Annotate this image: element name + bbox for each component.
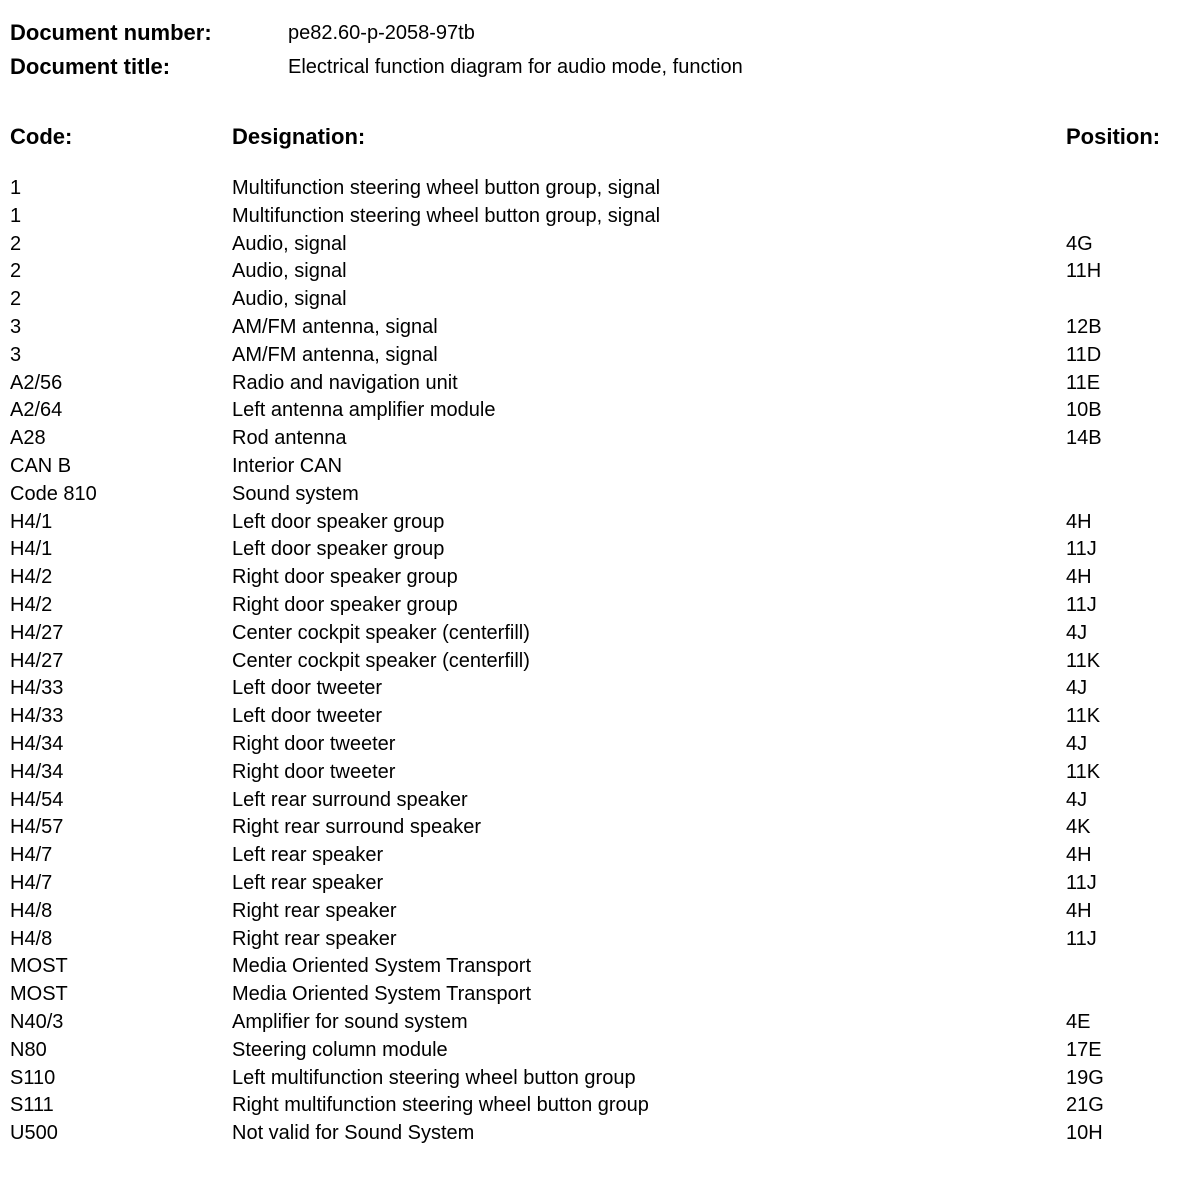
cell-designation: Multifunction steering wheel button group, signal	[232, 204, 661, 227]
cell-designation: Left door tweeter	[232, 705, 383, 728]
cell-designation: Left antenna amplifier module	[232, 399, 496, 422]
cell-code: H4/2	[10, 566, 53, 589]
cell-code: U500	[10, 1122, 58, 1145]
cell-designation: Left rear speaker	[232, 844, 384, 867]
cell-position: 4J	[1066, 621, 1088, 644]
table-row	[0, 900, 1188, 928]
cell-position: 11E	[1066, 371, 1101, 394]
cell-position: 17E	[1066, 1038, 1102, 1061]
cell-code: A28	[10, 427, 46, 450]
table-row	[0, 733, 1188, 761]
cell-position: 10H	[1066, 1122, 1103, 1145]
cell-code: H4/33	[10, 705, 64, 728]
table-row	[0, 705, 1188, 733]
cell-designation: Audio, signal	[232, 288, 347, 311]
table-header	[0, 124, 1188, 154]
cell-designation: Center cockpit speaker (centerfill)	[232, 649, 530, 672]
cell-position: 4H	[1066, 510, 1092, 533]
cell-designation: AM/FM antenna, signal	[232, 315, 438, 338]
cell-code: 3	[10, 315, 22, 338]
cell-position: 4J	[1066, 788, 1088, 811]
cell-code: H4/1	[10, 510, 53, 533]
table-row	[0, 955, 1188, 983]
cell-code: N80	[10, 1038, 47, 1061]
header-position: Position:	[1066, 124, 1161, 149]
cell-code: H4/8	[10, 927, 53, 950]
table-row	[0, 399, 1188, 427]
cell-code: A2/64	[10, 399, 63, 422]
table-row	[0, 455, 1188, 483]
table-row	[0, 511, 1188, 539]
cell-code: H4/7	[10, 871, 53, 894]
cell-code: H4/57	[10, 816, 64, 839]
table-row	[0, 1122, 1188, 1150]
cell-position: 11J	[1066, 538, 1097, 561]
cell-designation: Multifunction steering wheel button group, signal	[232, 177, 661, 199]
table-body	[0, 177, 1188, 1150]
cell-designation: Left multifunction steering wheel button group	[232, 1066, 636, 1089]
table-row	[0, 260, 1188, 288]
cell-position: 11K	[1066, 705, 1101, 728]
cell-designation: Steering column module	[232, 1038, 448, 1061]
cell-designation: Right rear speaker	[232, 927, 397, 950]
cell-position: 11J	[1066, 593, 1097, 616]
table-row	[0, 983, 1188, 1011]
table-row	[0, 483, 1188, 511]
cell-position: 4H	[1066, 899, 1092, 922]
cell-designation: Rod antenna	[232, 427, 347, 450]
table-row	[0, 538, 1188, 566]
cell-code: H4/54	[10, 788, 64, 811]
cell-position: 21G	[1066, 1094, 1104, 1117]
cell-code: H4/1	[10, 538, 53, 561]
cell-code: H4/27	[10, 621, 64, 644]
cell-code: MOST	[10, 983, 68, 1006]
table-row	[0, 316, 1188, 344]
table-row	[0, 928, 1188, 956]
table-row	[0, 288, 1188, 316]
cell-designation: Right rear surround speaker	[232, 816, 482, 839]
cell-code: H4/27	[10, 649, 64, 672]
table-row	[0, 566, 1188, 594]
table-row	[0, 233, 1188, 261]
cell-position: 4J	[1066, 677, 1088, 700]
cell-designation: Sound system	[232, 482, 359, 505]
cell-code: S111	[10, 1094, 54, 1117]
cell-position: 11J	[1066, 871, 1097, 894]
cell-position: 10B	[1066, 399, 1102, 422]
cell-position: 11J	[1066, 927, 1097, 950]
cell-designation: Not valid for Sound System	[232, 1122, 475, 1145]
cell-code: CAN B	[10, 454, 72, 477]
cell-designation: Interior CAN	[232, 454, 343, 477]
cell-designation: Left rear surround speaker	[232, 788, 468, 811]
cell-code: H4/2	[10, 593, 53, 616]
cell-code: 2	[10, 260, 22, 283]
cell-code: N40/3	[10, 1010, 64, 1033]
document-number-label: Document number:	[10, 20, 212, 45]
table-row	[0, 1039, 1188, 1067]
cell-code: MOST	[10, 955, 68, 978]
cell-code: 1	[10, 204, 22, 227]
cell-position: 4H	[1066, 844, 1092, 867]
cell-designation: Right door tweeter	[232, 732, 396, 755]
cell-designation: Media Oriented System Transport	[232, 955, 532, 978]
cell-code: H4/33	[10, 677, 64, 700]
cell-position: 4E	[1066, 1010, 1091, 1033]
document-title-value: Electrical function diagram for audio mode, function	[288, 56, 743, 78]
cell-designation: Left door speaker group	[232, 538, 445, 561]
cell-code: H4/34	[10, 732, 64, 755]
cell-position: 12B	[1066, 315, 1102, 338]
cell-designation: Audio, signal	[232, 232, 347, 255]
table-row	[0, 761, 1188, 789]
cell-position: 11H	[1066, 260, 1102, 283]
table-row	[0, 872, 1188, 900]
table-row	[0, 177, 1188, 205]
cell-designation: Right door speaker group	[232, 593, 458, 616]
table-row	[0, 344, 1188, 372]
cell-position: 4K	[1066, 816, 1091, 839]
cell-code: A2/56	[10, 371, 63, 394]
cell-designation: Media Oriented System Transport	[232, 983, 532, 1006]
cell-designation: Right door speaker group	[232, 566, 458, 589]
table-row	[0, 1094, 1188, 1122]
cell-position: 11K	[1066, 649, 1101, 672]
cell-code: 2	[10, 232, 22, 255]
cell-code: 2	[10, 288, 22, 311]
cell-position: 14B	[1066, 427, 1102, 450]
cell-position: 4H	[1066, 566, 1092, 589]
table-row	[0, 372, 1188, 400]
document-number-value: pe82.60-p-2058-97tb	[288, 22, 475, 44]
cell-code: H4/34	[10, 760, 64, 783]
table-row	[0, 1067, 1188, 1095]
table-row	[0, 205, 1188, 233]
table-row	[0, 789, 1188, 817]
cell-designation: Right door tweeter	[232, 760, 396, 783]
cell-position: 4G	[1066, 232, 1093, 255]
cell-position: 19G	[1066, 1066, 1104, 1089]
cell-designation: Right multifunction steering wheel button group	[232, 1094, 649, 1117]
table-row	[0, 677, 1188, 705]
cell-position: 11K	[1066, 760, 1101, 783]
cell-designation: Left door speaker group	[232, 510, 445, 533]
cell-designation: Amplifier for sound system	[232, 1010, 468, 1033]
cell-code: Code 810	[10, 482, 97, 505]
header-code: Code:	[10, 124, 73, 149]
cell-code: S110	[10, 1066, 56, 1089]
header-designation: Designation:	[232, 124, 366, 149]
cell-position: 11D	[1066, 343, 1102, 366]
cell-code: 3	[10, 343, 22, 366]
cell-code: H4/7	[10, 844, 53, 867]
table-row	[0, 427, 1188, 455]
cell-designation: Audio, signal	[232, 260, 347, 283]
table-row	[0, 844, 1188, 872]
document-title-label: Document title:	[10, 54, 171, 79]
cell-designation: Right rear speaker	[232, 899, 397, 922]
cell-position: 4J	[1066, 732, 1088, 755]
table-row	[0, 622, 1188, 650]
table-row	[0, 650, 1188, 678]
cell-code: 1	[10, 177, 22, 199]
cell-designation: Center cockpit speaker (centerfill)	[232, 621, 530, 644]
cell-designation: Radio and navigation unit	[232, 371, 458, 394]
table-row	[0, 594, 1188, 622]
cell-designation: Left rear speaker	[232, 871, 384, 894]
cell-designation: AM/FM antenna, signal	[232, 343, 438, 366]
cell-designation: Left door tweeter	[232, 677, 383, 700]
table-row	[0, 816, 1188, 844]
table-row	[0, 1011, 1188, 1039]
cell-code: H4/8	[10, 899, 53, 922]
